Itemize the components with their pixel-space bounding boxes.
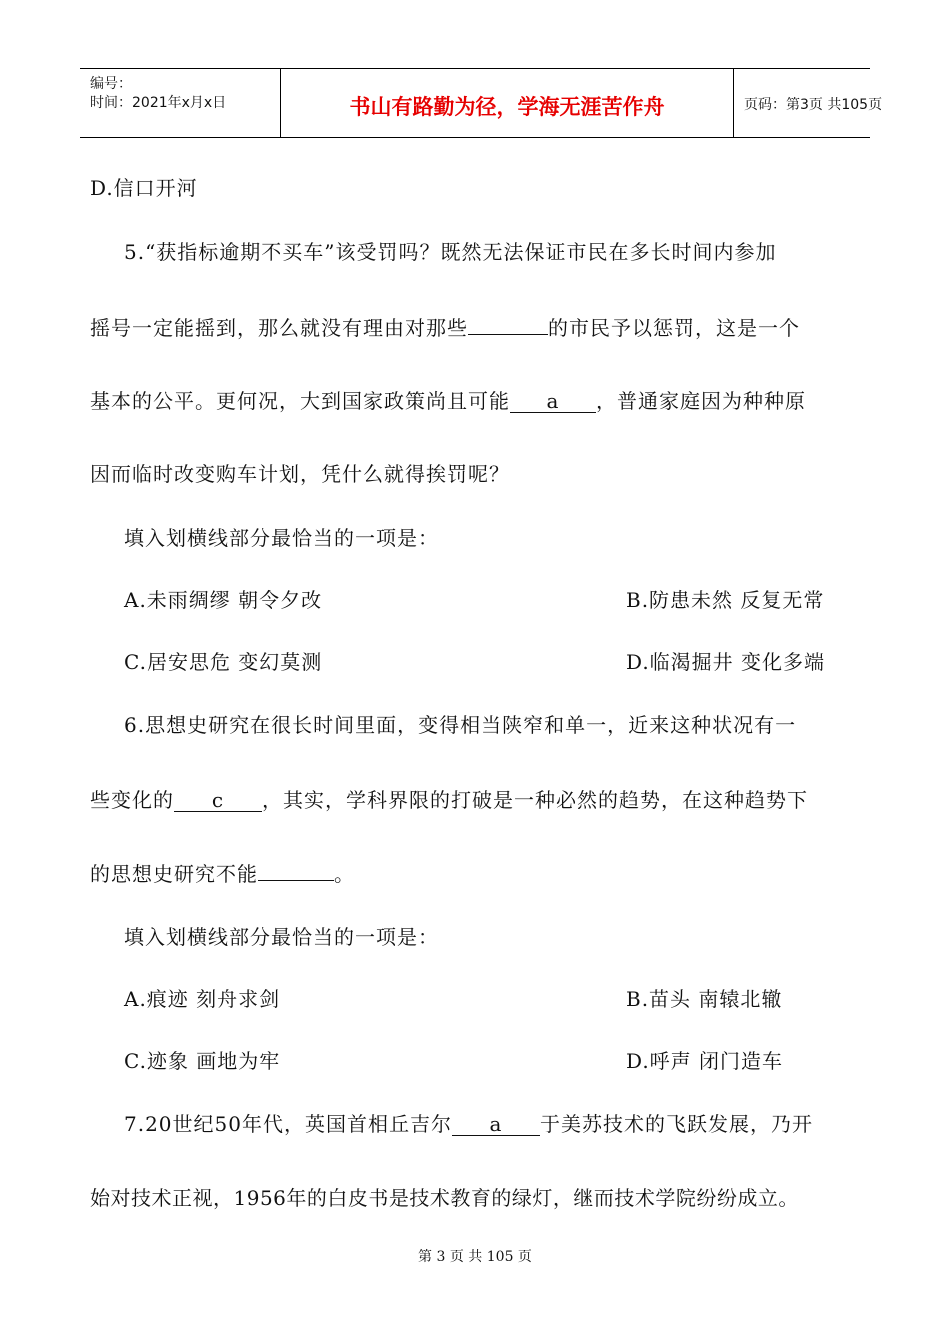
q6-option-c: C.迹象 画地为牢 [124, 1049, 281, 1073]
q5-line-3-text-post: ，普通家庭因为种种原 [596, 389, 806, 413]
header-motto-cell [280, 69, 734, 137]
q5-line-3 [90, 385, 806, 414]
q5-line-3-text-pre: 基本的公平。更何况，大到国家政策尚且可能 [90, 389, 510, 413]
q6-line-2-text-post: ，其实，学科界限的打破是一种必然的趋势，在这种趋势下 [262, 788, 808, 812]
header-right-cell [734, 69, 883, 137]
q5-line-2-text-pre: 摇号一定能摇到，那么就没有理由对那些 [90, 316, 468, 340]
q6-line-1: 6.思想史研究在很长时间里面，变得相当陕窄和单一，近来这种状况有一 [124, 713, 797, 737]
q5-line-1: 5.“获指标逾期不买车”该受罚吗？既然无法保证市民在多长时间内参加 [124, 240, 777, 264]
header-time-label: 时间：2021年x月x日 [90, 95, 227, 111]
q7-line-1 [124, 1108, 813, 1137]
page-header [80, 68, 883, 138]
q5-option-a: A.未雨绸缪 朝令夕改 [124, 588, 323, 612]
q6-blank-2 [258, 880, 334, 881]
q6-line-2-text-pre: 些变化的 [90, 788, 174, 812]
page-footer: 第 3 页 共 105 页 [418, 1249, 532, 1265]
q7-line-2: 始对技术正视，1956年的白皮书是技术教育的绿灯，继而技术学院纷纷成立。 [90, 1186, 799, 1210]
header-left-cell [80, 69, 280, 137]
q4-option-d: D.信口开河 [90, 176, 198, 200]
q7-line-1-text-post: 于美苏技术的飞跃发展，乃开 [539, 1112, 813, 1136]
q5-line-2 [90, 312, 800, 341]
q6-prompt: 填入划横线部分最恰当的一项是： [124, 925, 439, 949]
q5-prompt: 填入划横线部分最恰当的一项是： [124, 526, 439, 550]
q5-option-d: D.临渴掘井 变化多端 [626, 650, 826, 674]
q6-option-b: B.苗头 南辕北辙 [626, 987, 783, 1011]
q5-blank-1 [468, 334, 548, 335]
q6-line-2 [90, 784, 808, 813]
q5-line-4: 因而临时改变购车计划，凭什么就得挨罚呢？ [90, 462, 510, 486]
q5-blank-2: a [510, 390, 596, 413]
header-motto: 书山有路勤为径，学海无涯苦作舟 [349, 95, 665, 119]
header-number-label: 编号： [90, 76, 132, 92]
header-page-info: 页码：第3页 共105页 [744, 97, 883, 113]
q5-option-c: C.居安思危 变幻莫测 [124, 650, 323, 674]
q6-option-d: D.呼声 闭门造车 [626, 1049, 784, 1073]
q7-blank-1: a [452, 1113, 540, 1136]
q5-option-b: B.防患未然 反复无常 [626, 588, 825, 612]
q6-line-3-text-post: 。 [334, 862, 355, 886]
q6-blank-1: c [174, 789, 262, 812]
q7-line-1-text-pre: 7.20世纪50年代，英国首相丘吉尔 [124, 1112, 452, 1136]
q6-line-3-text-pre: 的思想史研究不能 [90, 862, 258, 886]
q6-option-a: A.痕迹 刻舟求剑 [124, 987, 281, 1011]
q5-line-2-text-post: 的市民予以惩罚，这是一个 [548, 316, 800, 340]
q6-line-3 [90, 858, 355, 887]
